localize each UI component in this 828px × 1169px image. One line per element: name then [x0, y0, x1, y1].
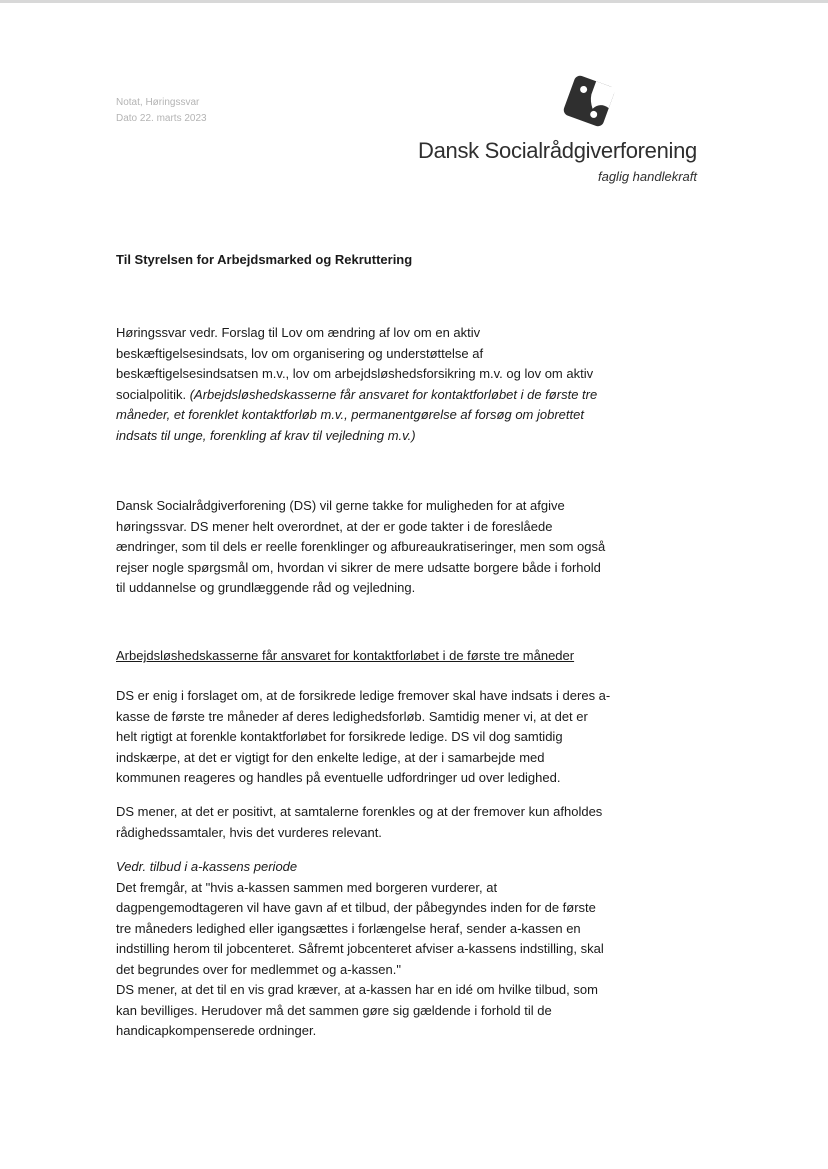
paragraph-line: helt rigtigt at forenkle kontaktforløbet for forsikrede ledige. DS vil dog samtidig — [116, 729, 563, 744]
paragraph-line: kan bevilliges. Herudover må det sammen gøre sig gældende i forhold til de — [116, 1002, 552, 1018]
intro-line: høringssvar. DS mener helt overordnet, at der er gode takter i de foreslåede — [116, 518, 553, 534]
section-paragraph-3 — [116, 857, 616, 1042]
paragraph-line: DS mener, at det til en vis grad kræver, at a-kassen har en idé om hvilke tilbud, som — [116, 982, 598, 997]
paragraph-line: DS mener, at det er positivt, at samtalerne forenkles og at der fremover kun afholdes — [116, 804, 603, 819]
scan-edge-line — [0, 0, 828, 3]
intro-line: rejser nogle spørgsmål om, hvordan vi sikrer de mere udsatte borgere både i forhold — [116, 559, 601, 575]
intro-paragraph — [116, 496, 616, 599]
subject-line — [116, 385, 616, 406]
section-paragraph-1 — [116, 686, 616, 789]
subject-line: beskæftigelsesindsatsen m.v., lov om arbejdsløshedsforsikring m.v. og lov om aktiv — [116, 366, 594, 381]
paragraph-line: kasse de første tre måneder af deres ledighedsforløb. Samtidig mener vi, at det er — [116, 708, 588, 724]
intro-line: ændringer, som til dels er reelle forenklinger og afbureaukratiseringer, men som også — [116, 539, 606, 554]
intro-line: Dansk Socialrådgiverforening (DS) vil gerne takke for muligheden for at afgive — [116, 498, 565, 513]
paragraph-line: handicapkompenserede ordninger. — [116, 1023, 317, 1038]
subsection-heading: Vedr. tilbud i a-kassens periode — [116, 859, 298, 874]
document-type: Notat, Høringssvar — [116, 97, 200, 108]
dice-logo-icon — [560, 72, 618, 130]
paragraph-line: indstilling herom til jobcenteret. Såfremt jobcenteret afviser a-kassens indstilling, skal — [116, 941, 604, 956]
subject-line: beskæftigelsesindsats, lov om organisering og understøttelse af — [116, 345, 484, 361]
section-heading: Arbejdsløshedskasserne får ansvaret for kontaktforløbet i de første tre måneder — [116, 648, 575, 663]
subject-paragraph — [116, 323, 616, 446]
paragraph-line: DS er enig i forslaget om, at de forsikrede ledige fremover skal have indsats i deres a- — [116, 688, 611, 703]
document-date: Dato 22. marts 2023 — [116, 113, 207, 124]
paragraph-line: det begrundes over for medlemmet og a-kassen." — [116, 961, 401, 977]
paragraph-line: rådighedssamtaler, hvis det vurderes relevant. — [116, 824, 382, 840]
intro-line: til uddannelse og grundlæggende råd og vejledning. — [116, 580, 416, 595]
section-paragraph-2 — [116, 802, 616, 843]
paragraph-line: dagpengemodtageren vil have gavn af et tilbud, der påbegyndes inden for de første — [116, 900, 596, 915]
paragraph-line: indskærpe, at det er vigtigt for den enkelte ledige, at der i samarbejde med — [116, 749, 545, 765]
subject-italic-part: (Arbejdsløshedskasserne får ansvaret for kontaktforløbet i de første tre — [189, 386, 598, 402]
paragraph-line: kommunen reageres og handles på eventuelle udfordringer ud over ledighed. — [116, 770, 561, 785]
subject-line: Høringssvar vedr. Forslag til Lov om ændring af lov om en aktiv — [116, 325, 481, 340]
organization-name: Dansk Socialrådgiverforening — [418, 138, 697, 163]
paragraph-line: Det fremgår, at "hvis a-kassen sammen med borgeren vurderer, at — [116, 879, 498, 895]
subject-line-start: socialpolitik. — [116, 386, 190, 402]
subject-italic-line: indsats til unge, forenkling af krav til vejledning m.v.) — [116, 427, 416, 443]
recipient-heading: Til Styrelsen for Arbejdsmarked og Rekruttering — [116, 252, 413, 267]
document-meta — [116, 95, 207, 127]
subject-italic-line: måneder, et forenklet kontaktforløb m.v., permanentgørelse af forsøg om jobrettet — [116, 407, 584, 422]
organization-tagline: faglig handlekraft — [597, 169, 697, 184]
paragraph-line: tre måneders ledighed eller igangsættes i forlængelse heraf, sender a-kassen en — [116, 920, 581, 936]
